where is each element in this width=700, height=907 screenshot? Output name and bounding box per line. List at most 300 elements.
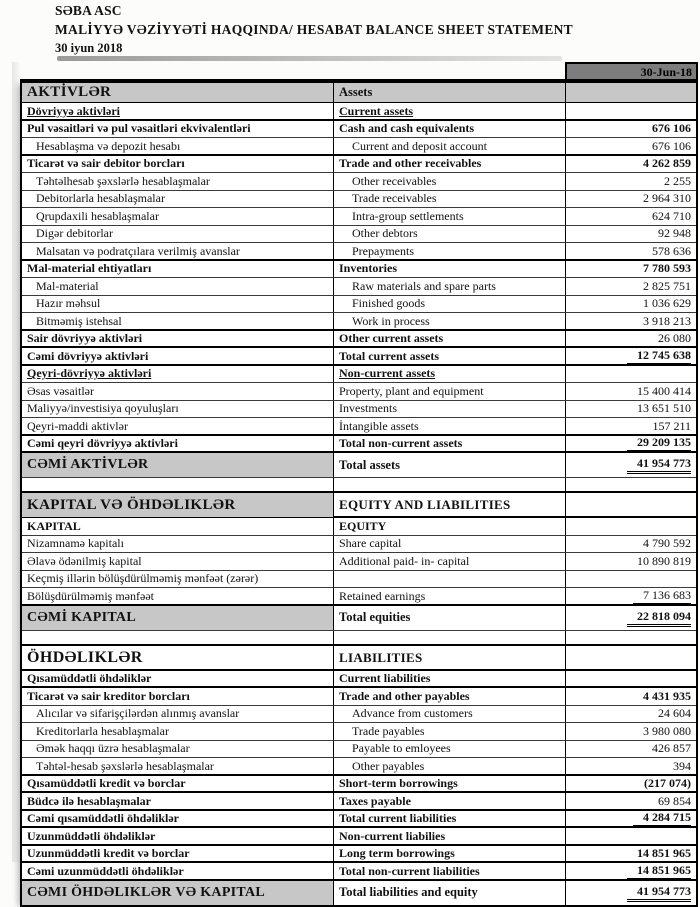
en-label-cell	[334, 863, 566, 880]
az-label-cell	[22, 606, 334, 630]
en-label-cell	[334, 846, 566, 863]
az-label: Dövriyyə aktivləri	[27, 103, 120, 118]
en-label-cell	[334, 793, 566, 810]
en-label-cell	[334, 173, 566, 190]
amount-value: 157 211	[652, 418, 691, 433]
en-label: Current and deposit account	[352, 138, 487, 153]
az-label-cell	[22, 863, 334, 880]
az-label-cell	[22, 881, 334, 905]
en-label-cell	[334, 453, 566, 477]
az-label: Cəmi dövriyyə aktivləri	[27, 348, 149, 363]
table-row	[22, 400, 696, 418]
en-label: Other payables	[352, 758, 425, 773]
amount-cell	[566, 518, 696, 535]
en-label-cell	[334, 401, 566, 418]
az-label: Əlavə ödənilmiş kapital	[27, 553, 142, 568]
amount-cell	[566, 863, 696, 880]
amount-value: 22 818 094	[627, 609, 691, 627]
az-label-cell	[22, 348, 334, 365]
table-row	[22, 81, 696, 102]
amount-cell	[566, 741, 696, 758]
az-label: CƏMI ÖHDƏLIKLƏR VƏ KAPITAL	[27, 884, 266, 900]
az-label-cell	[22, 418, 334, 435]
table-row	[22, 312, 696, 330]
en-label: Advance from customers	[352, 706, 473, 721]
az-label-cell	[22, 493, 334, 517]
amount-value: 12 745 638	[627, 348, 691, 365]
az-label: Qısamüddətli öhdəliklər	[27, 671, 152, 686]
table-row	[22, 295, 696, 313]
spacer-row	[22, 630, 696, 645]
en-label: Retained earnings	[339, 588, 426, 603]
en-label-cell	[334, 261, 566, 278]
amount-value: 426 857	[652, 741, 691, 756]
amount-value: 4 790 592	[643, 536, 691, 551]
az-label: ÖHDƏLIKLƏR	[27, 648, 143, 666]
en-label: Total current liabilities	[339, 811, 457, 826]
amount-cell	[566, 571, 696, 588]
amount-value: 676 106	[652, 138, 691, 153]
az-label: Cəmi uzunmüddətli öhdəliklər	[27, 863, 184, 878]
amount-value: 2 964 310	[643, 191, 691, 206]
amount-value: 394	[673, 758, 691, 773]
en-label-cell	[334, 671, 566, 688]
amount-cell	[566, 138, 696, 155]
amount-cell	[566, 688, 696, 705]
amount-cell	[566, 331, 696, 348]
en-label: EQUITY AND LIABILITIES	[339, 497, 511, 512]
scan-shadow-bar	[57, 56, 562, 61]
amount-cell	[566, 588, 696, 605]
az-label-cell	[22, 478, 334, 492]
az-label: KAPITAL	[27, 518, 81, 533]
en-label: Short-term borrowings	[339, 776, 458, 791]
amount-cell	[566, 103, 696, 120]
table-row	[22, 722, 696, 740]
en-label-cell	[334, 706, 566, 723]
amount-value: 2 255	[664, 173, 691, 188]
amount-cell	[566, 436, 696, 453]
amount-value: 3 918 213	[643, 313, 691, 328]
en-label: Payable to emloyees	[352, 741, 451, 756]
table-row	[22, 774, 696, 793]
amount-cell	[566, 453, 696, 477]
amount-cell	[566, 493, 696, 517]
table-row	[22, 552, 696, 570]
az-label: Hesablaşma və depozit hesabı	[36, 138, 181, 153]
amount-cell	[566, 811, 696, 828]
en-label: Trade and other payables	[339, 688, 470, 703]
en-label: Total non-current assets	[339, 436, 463, 451]
amount-value: 14 851 965	[637, 846, 691, 861]
en-label: Assets	[339, 85, 373, 99]
az-label: Digər debitorlar	[36, 226, 113, 241]
amount-cell	[566, 383, 696, 400]
az-label-cell	[22, 571, 334, 588]
en-label-cell	[334, 208, 566, 225]
az-label: Cəmi qısamüddətli öhdəliklər	[27, 811, 180, 826]
en-label: Non-current assets	[339, 366, 436, 381]
en-label: Total equities	[339, 610, 411, 624]
table-row	[22, 451, 696, 477]
amount-cell	[566, 478, 696, 492]
az-label-cell	[22, 646, 334, 670]
en-label-cell	[334, 418, 566, 435]
en-label-cell	[334, 478, 566, 492]
amount-cell	[566, 191, 696, 208]
table-row	[22, 587, 696, 605]
amount-cell	[566, 706, 696, 723]
table-row	[22, 809, 696, 828]
en-label-cell	[334, 723, 566, 740]
az-label: CƏMİ KAPITAL	[27, 609, 136, 625]
amount-value: 41 954 773	[627, 456, 691, 474]
doc-title: MALİYYƏ VƏZİYYƏTİ HAQQINDA/ HESABAT BALANCE SHEET STATEMENT	[55, 21, 573, 37]
company-name: SƏBA ASC	[55, 3, 122, 18]
amount-value: 69 854	[658, 793, 691, 808]
en-label-cell	[334, 828, 566, 845]
az-label-cell	[22, 226, 334, 243]
en-label: Share capital	[339, 536, 402, 551]
amount-cell	[566, 758, 696, 775]
amount-cell	[566, 776, 696, 793]
az-label-cell	[22, 436, 334, 453]
en-label-cell	[334, 688, 566, 705]
az-label: KAPITAL VƏ ÖHDƏLIKLƏR	[27, 496, 236, 513]
table-row	[22, 826, 696, 845]
table-row	[22, 172, 696, 190]
scan-edge-artifact	[12, 62, 20, 862]
en-label: İntangible assets	[339, 418, 419, 433]
table-row	[22, 417, 696, 435]
az-label-cell	[22, 776, 334, 793]
amount-value: 4 284 715	[633, 811, 691, 828]
amount-cell	[566, 83, 696, 102]
en-label-cell	[334, 553, 566, 570]
amount-cell	[566, 243, 696, 260]
amount-cell	[566, 313, 696, 330]
az-label: Ticarət və sair kreditor borcları	[27, 688, 190, 703]
az-label: Qısamüddətli kredit və borclar	[27, 776, 186, 791]
table-row	[22, 669, 696, 688]
en-label: Cash and cash equivalents	[339, 121, 475, 136]
amount-value: 4 262 859	[643, 156, 691, 171]
en-label: Total liabilities and equity	[339, 885, 478, 899]
en-label: Total non-current liabilities	[339, 863, 480, 878]
spacer-row	[22, 477, 696, 492]
date-header-cell: 30-Jun-18	[565, 62, 698, 79]
az-label-cell	[22, 536, 334, 553]
en-label-cell	[334, 646, 566, 670]
az-label: Debitorlarla hesablaşmalar	[36, 191, 165, 206]
az-label: Əsas vəsaitlər	[27, 383, 94, 398]
az-label-cell	[22, 453, 334, 477]
en-label-cell	[334, 103, 566, 120]
en-label-cell	[334, 83, 566, 102]
table-row	[22, 259, 696, 278]
amount-cell	[566, 173, 696, 190]
en-label-cell	[334, 383, 566, 400]
amount-cell	[566, 261, 696, 278]
az-label: Ticarət və sair debitor borcları	[27, 156, 185, 171]
amount-value: 26 080	[658, 331, 691, 346]
az-label-cell	[22, 671, 334, 688]
amount-value: 7 780 593	[643, 261, 691, 276]
en-label-cell	[334, 741, 566, 758]
az-label: Təhtəlhesab şəxslərlə hesablaşmalar	[36, 173, 210, 188]
az-label: Sair dövriyyə aktivləri	[27, 331, 143, 346]
en-label-cell	[334, 588, 566, 605]
amount-value: 3 980 080	[643, 723, 691, 738]
en-label: Inventories	[339, 261, 397, 276]
amount-cell	[566, 418, 696, 435]
table-row	[22, 346, 696, 365]
az-label: Qrupdaxili hesablaşmalar	[36, 208, 159, 223]
amount-value: 15 400 414	[637, 383, 691, 398]
az-label: Təhtəl-hesab şəxslərlə hesablaşmalar	[36, 758, 214, 773]
amount-cell	[566, 723, 696, 740]
amount-cell	[566, 278, 696, 295]
amount-value: 4 431 935	[643, 688, 691, 703]
amount-cell	[566, 348, 696, 365]
amount-cell	[566, 671, 696, 688]
az-label: Pul vəsaitləri və pul vəsaitləri ekvivalentləri	[27, 121, 251, 136]
en-label: Intra-group settlements	[352, 208, 464, 223]
az-label: Kreditorlarla hesablaşmalar	[36, 723, 169, 738]
az-label: Mal-material	[36, 278, 99, 293]
az-label-cell	[22, 518, 334, 535]
az-label: Keçmiş illərin bölüşdürülməmiş mənfəət (zərər)	[27, 571, 259, 586]
table-row	[22, 434, 696, 453]
en-label-cell	[334, 348, 566, 365]
table-row	[22, 382, 696, 400]
en-label-cell	[334, 631, 566, 645]
en-label: Current liabilities	[339, 671, 431, 686]
az-label-cell	[22, 103, 334, 120]
az-label-cell	[22, 588, 334, 605]
az-label: Hazır məhsul	[36, 296, 101, 311]
amount-cell	[566, 881, 696, 905]
az-label-cell	[22, 173, 334, 190]
az-label: Nizamnamə kapitalı	[27, 536, 124, 551]
az-label-cell	[22, 138, 334, 155]
amount-cell	[566, 536, 696, 553]
en-label: Total assets	[339, 457, 401, 472]
az-label-cell	[22, 366, 334, 383]
table-row	[22, 844, 696, 863]
table-row	[22, 277, 696, 295]
amount-value: 624 710	[652, 208, 691, 223]
doc-header	[55, 3, 573, 56]
az-label-cell	[22, 793, 334, 810]
en-label-cell	[334, 243, 566, 260]
table-row	[22, 644, 696, 670]
table-row	[22, 137, 696, 155]
az-label: Bitməmiş istehsal	[36, 313, 122, 328]
table-row	[22, 154, 696, 173]
az-label-cell	[22, 331, 334, 348]
amount-cell	[566, 631, 696, 645]
en-label-cell	[334, 811, 566, 828]
amount-cell	[566, 401, 696, 418]
table-row	[22, 791, 696, 810]
en-label: Other current assets	[339, 331, 444, 346]
az-label-cell	[22, 706, 334, 723]
table-row	[22, 119, 696, 138]
table-row	[22, 686, 696, 705]
az-label-cell	[22, 208, 334, 225]
table-row	[22, 364, 696, 383]
en-label: Other receivables	[352, 173, 437, 188]
amount-value: (217 074)	[644, 776, 691, 791]
az-label-cell	[22, 261, 334, 278]
en-label-cell	[334, 776, 566, 793]
en-label: Long term borrowings	[339, 846, 455, 861]
az-label-cell	[22, 121, 334, 138]
en-label-cell	[334, 436, 566, 453]
amount-cell	[566, 646, 696, 670]
table-row	[22, 757, 696, 775]
az-label-cell	[22, 243, 334, 260]
az-label: Büdcə ilə hesablaşmalar	[27, 793, 152, 808]
az-label-cell	[22, 811, 334, 828]
az-label-cell	[22, 278, 334, 295]
az-label: Mal-material ehtiyatları	[27, 261, 152, 276]
en-label-cell	[334, 191, 566, 208]
en-label-cell	[334, 536, 566, 553]
en-label: Taxes payable	[339, 793, 411, 808]
amount-value: 10 890 819	[637, 553, 691, 568]
en-label-cell	[334, 758, 566, 775]
table-row	[22, 535, 696, 553]
en-label: Current assets	[339, 103, 414, 118]
az-label: Alıcılar və sifarişçilərdən alınmış avanslar	[36, 706, 240, 721]
amount-cell	[566, 606, 696, 630]
table-row	[22, 329, 696, 348]
table-row	[22, 225, 696, 243]
table-row	[22, 207, 696, 225]
amount-cell	[566, 828, 696, 845]
amount-cell	[566, 296, 696, 313]
az-label-cell	[22, 83, 334, 102]
en-label-cell	[334, 366, 566, 383]
az-label-cell	[22, 313, 334, 330]
az-label-cell	[22, 553, 334, 570]
en-label: Non-current liabilies	[339, 828, 446, 843]
table-row	[22, 491, 696, 517]
table-row	[22, 242, 696, 260]
az-label-cell	[22, 191, 334, 208]
az-label-cell	[22, 723, 334, 740]
az-label: AKTİVLƏR	[27, 84, 112, 100]
amount-value: 14 851 965	[627, 863, 691, 880]
amount-value: 578 636	[652, 243, 691, 258]
en-label-cell	[334, 331, 566, 348]
table-row	[22, 740, 696, 758]
amount-cell	[566, 226, 696, 243]
en-label: Work in process	[352, 313, 430, 328]
amount-cell	[566, 793, 696, 810]
amount-cell	[566, 121, 696, 138]
en-label: Trade payables	[352, 723, 425, 738]
az-label: Qeyri-maddi aktivlər	[27, 418, 128, 433]
az-label: Cəmi qeyri dövriyyə aktivləri	[27, 436, 178, 451]
table-row	[22, 101, 696, 120]
en-label-cell	[334, 606, 566, 630]
amount-cell	[566, 208, 696, 225]
az-label: CƏMİ AKTİVLƏR	[27, 457, 149, 472]
table-row	[22, 190, 696, 208]
en-label: Investments	[339, 401, 397, 416]
table-row	[22, 705, 696, 723]
en-label-cell	[334, 881, 566, 905]
az-label-cell	[22, 828, 334, 845]
az-label-cell	[22, 741, 334, 758]
en-label: Trade and other receivables	[339, 156, 482, 171]
az-label-cell	[22, 758, 334, 775]
az-label: Maliyyə/investisiya qoyuluşları	[27, 401, 179, 416]
en-label: Trade receivables	[352, 191, 437, 206]
en-label: Raw materials and spare parts	[352, 278, 496, 293]
amount-cell	[566, 553, 696, 570]
en-label: EQUITY	[339, 518, 387, 533]
doc-date: 30 iyun 2018	[55, 40, 123, 55]
amount-value: 29 209 135	[627, 436, 691, 453]
az-label: Uzunmüddətli kredit və borclar	[27, 846, 190, 861]
en-label: Property, plant and equipment	[339, 383, 484, 398]
az-label: Malsatan və podratçılara verilmiş avanslar	[36, 243, 240, 258]
table-row	[22, 604, 696, 630]
az-label: Qeyri-dövriyyə aktivləri	[27, 366, 152, 381]
az-label: Əmək haqqı üzrə hesablaşmalar	[36, 741, 190, 756]
en-label-cell	[334, 313, 566, 330]
az-label-cell	[22, 156, 334, 173]
amount-value: 92 948	[658, 226, 691, 241]
amount-value: 2 825 751	[643, 278, 691, 293]
en-label-cell	[334, 278, 566, 295]
amount-value: 1 036 629	[643, 296, 691, 311]
amount-value: 7 136 683	[633, 588, 691, 605]
az-label-cell	[22, 631, 334, 645]
en-label: Total current assets	[339, 348, 439, 363]
az-label-cell	[22, 846, 334, 863]
table-row	[22, 861, 696, 880]
table-row	[22, 570, 696, 588]
az-label-cell	[22, 688, 334, 705]
amount-value: 24 604	[658, 706, 691, 721]
en-label-cell	[334, 138, 566, 155]
balance-sheet-table	[20, 79, 698, 907]
en-label-cell	[334, 226, 566, 243]
az-label: Uzunmüddətli öhdəliklər	[27, 828, 156, 843]
amount-cell	[566, 366, 696, 383]
az-label: Bölüşdürülməmiş mənfəət	[27, 588, 154, 603]
en-label-cell	[334, 493, 566, 517]
en-label: LIABILITIES	[339, 649, 423, 665]
en-label-cell	[334, 156, 566, 173]
amount-cell	[566, 846, 696, 863]
az-label-cell	[22, 296, 334, 313]
amount-value: 41 954 773	[627, 884, 691, 902]
en-label-cell	[334, 571, 566, 588]
table-row	[22, 516, 696, 535]
table-row	[22, 879, 696, 905]
az-label-cell	[22, 401, 334, 418]
en-label: Other debtors	[352, 226, 418, 241]
en-label-cell	[334, 121, 566, 138]
amount-cell	[566, 156, 696, 173]
en-label-cell	[334, 296, 566, 313]
